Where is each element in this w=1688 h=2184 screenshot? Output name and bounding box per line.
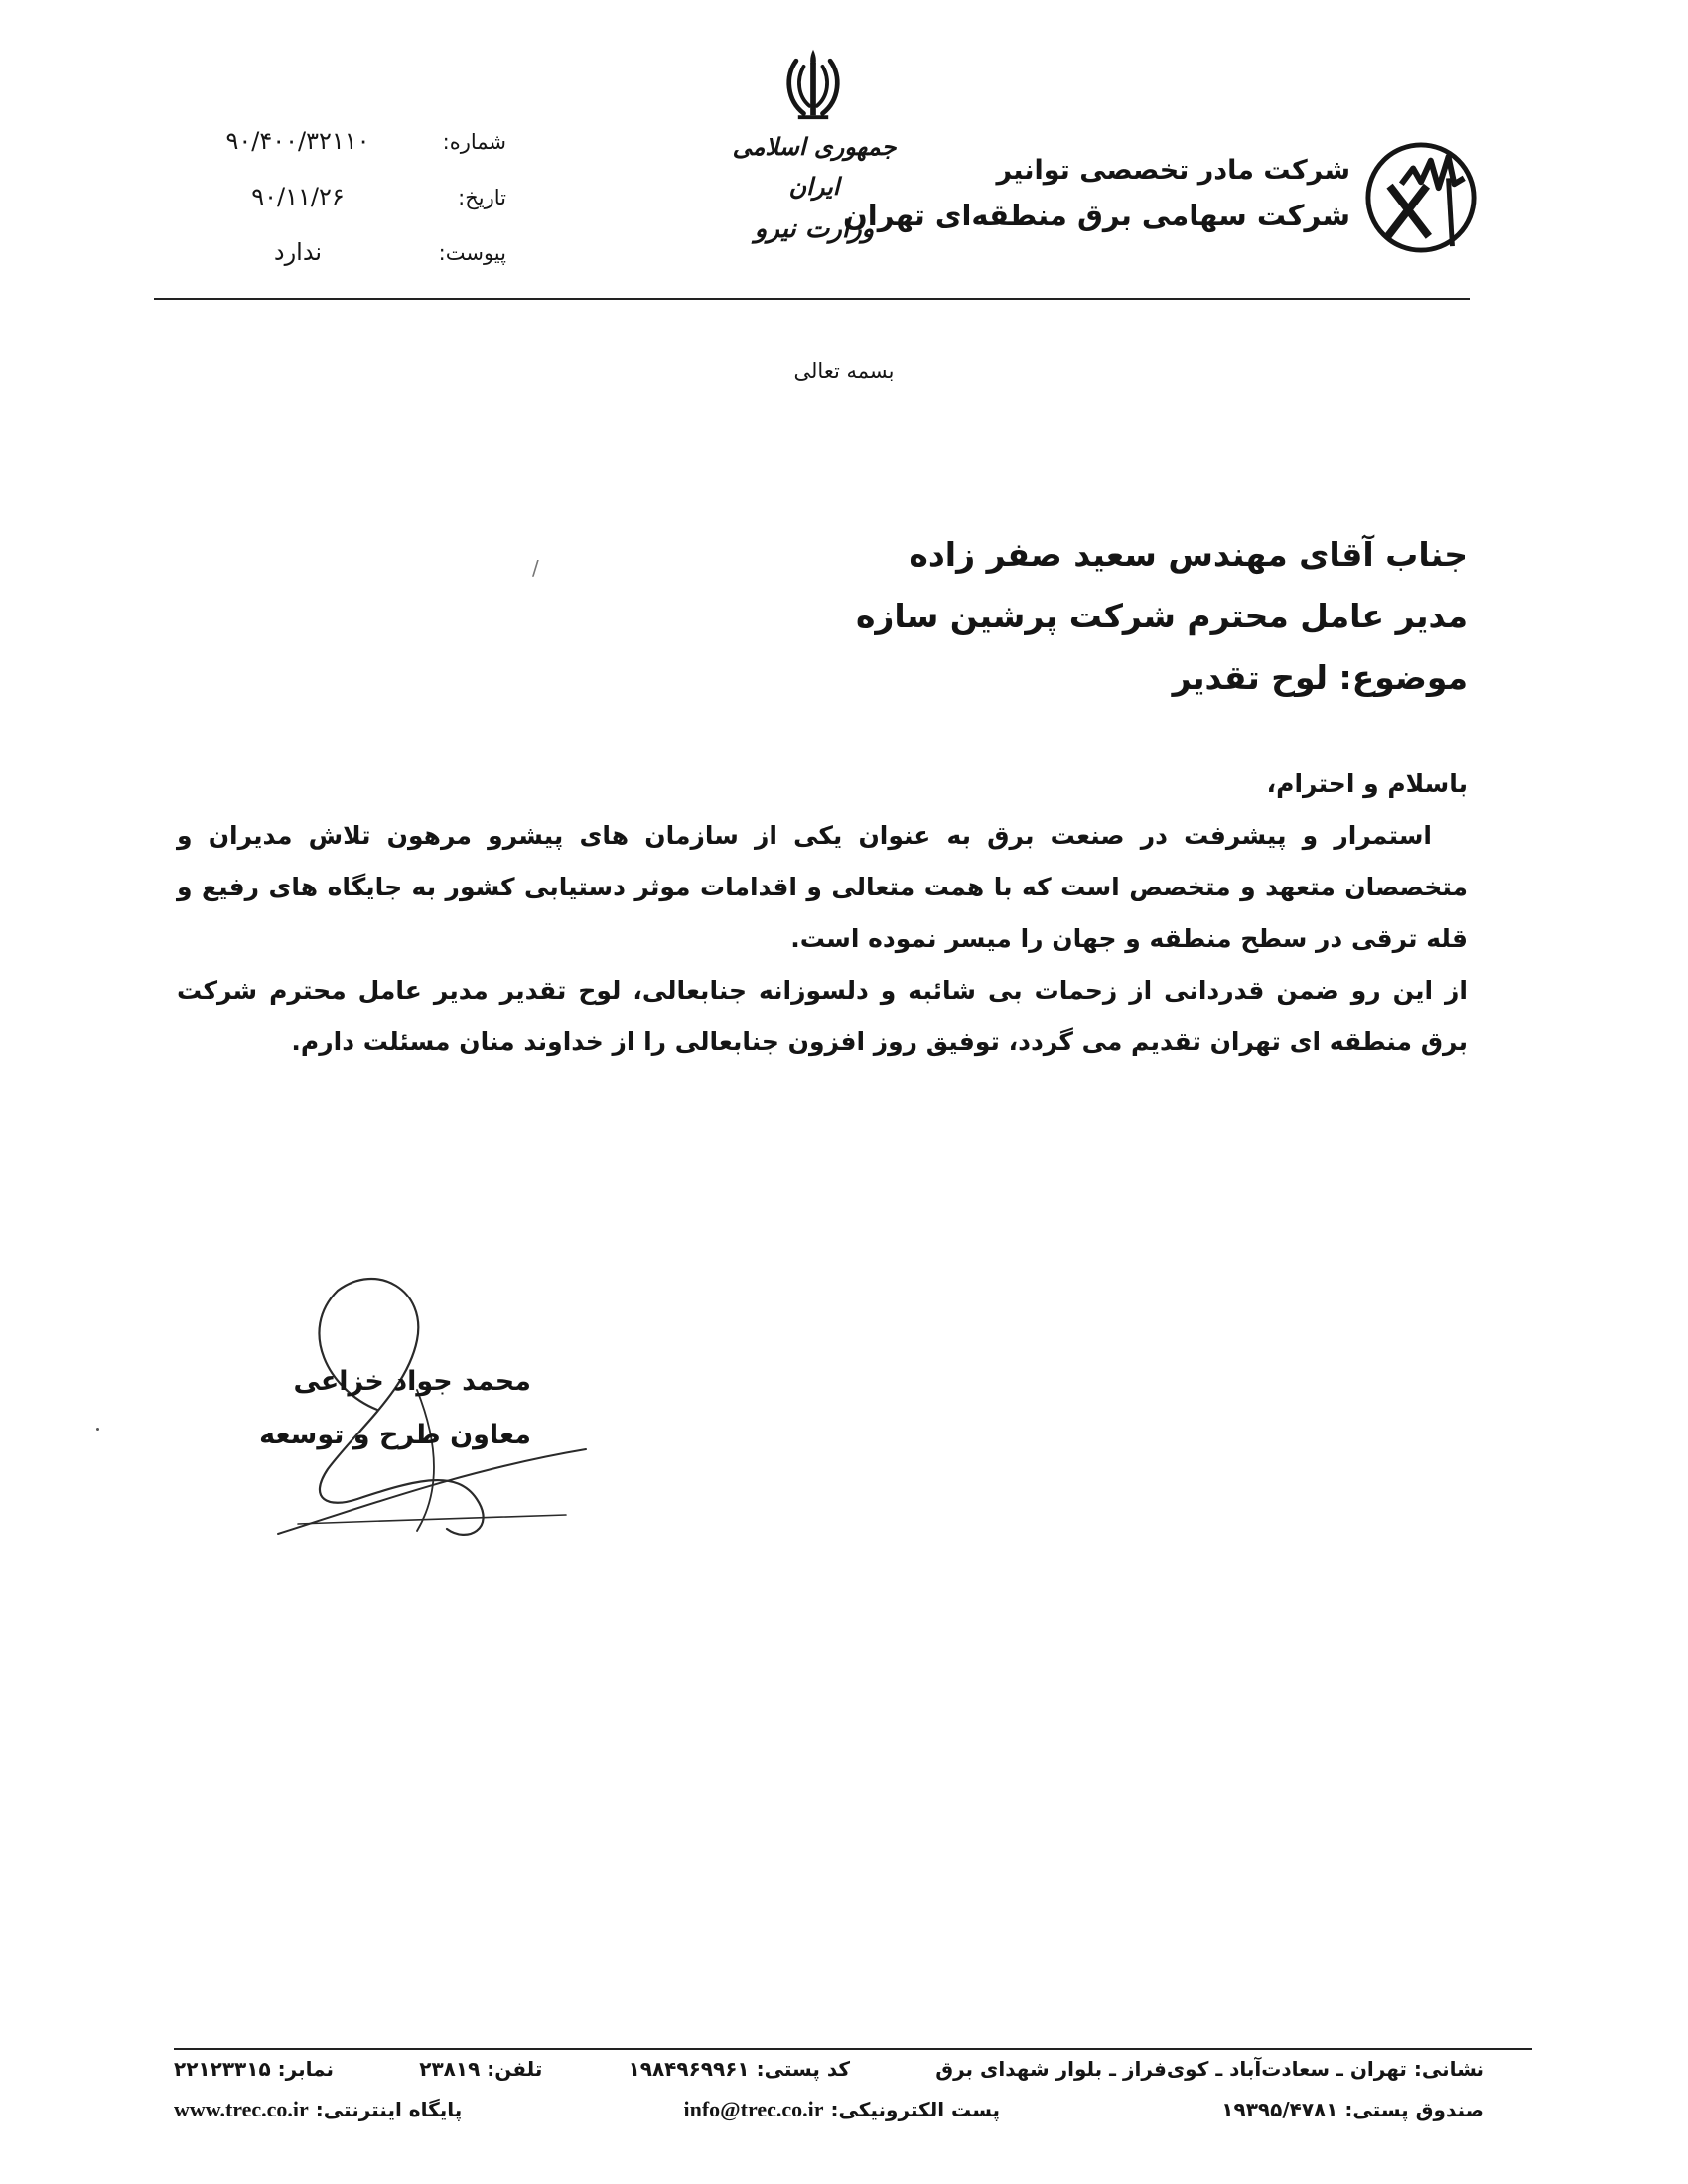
company-logo-icon bbox=[1362, 139, 1479, 256]
phone-value: ۲۳۸۱۹ bbox=[419, 2057, 481, 2081]
government-title-block bbox=[715, 127, 914, 252]
letter-attachment-value: ندارد bbox=[273, 238, 323, 266]
website-value[interactable]: www.trec.co.ir bbox=[174, 2097, 309, 2121]
letter-date-value: ۹۰/۱۱/۲۶ bbox=[251, 183, 345, 210]
letter-subject: موضوع: لوح تقدیر bbox=[1172, 658, 1468, 697]
body-paragraph-2: از این رو ضمن قدردانی از زحمات بی شائبه و دلسوزانه جنابعالی، لوح تقدیر مدیر عامل محترم شرکت برق منطقه ای تهران تقدیم می گردد، توفیق روز افزون جنابعالی را از خداوند منان مسئلت دارم. bbox=[177, 976, 1468, 1056]
iran-emblem-icon bbox=[775, 44, 851, 123]
po-box-value: ۱۹۳۹۵/۴۷۸۱ bbox=[1221, 2098, 1338, 2121]
stray-pen-mark: / bbox=[532, 556, 539, 580]
footer-email bbox=[684, 2097, 1001, 2122]
letter-attachment-label: پیوست: bbox=[438, 241, 506, 265]
letter-meta bbox=[179, 127, 506, 294]
footer-address: نشانی: تهران ـ سعادت‌آباد ـ کوی‌فراز ـ بلوار شهدای برق bbox=[935, 2057, 1484, 2081]
letter-date-row bbox=[179, 183, 506, 238]
ministry-name: وزارت نیرو bbox=[754, 214, 875, 244]
footer-row-2 bbox=[174, 2097, 1484, 2136]
letter-attachment-row bbox=[179, 238, 506, 294]
footer-po-box bbox=[1221, 2098, 1484, 2121]
republic-name: جمهوری اسلامی ایران bbox=[732, 132, 897, 201]
company-name: شرکت سهامی برق منطقه‌ای تهران bbox=[843, 199, 1350, 232]
email-value[interactable]: info@trec.co.ir bbox=[683, 2097, 824, 2121]
scan-speck bbox=[96, 1428, 99, 1431]
po-box-label: صندوق پستی: bbox=[1344, 2098, 1484, 2121]
postal-code-label: کد پستی: bbox=[756, 2057, 851, 2081]
phone-label: تلفن: bbox=[487, 2057, 543, 2081]
company-parent-name: شرکت مادر تخصصی توانیر bbox=[996, 155, 1350, 186]
signer-title: معاون طرح و توسعه bbox=[259, 1420, 531, 1450]
invocation: بسمه تعالی bbox=[793, 359, 895, 383]
footer-row-1 bbox=[174, 2057, 1484, 2097]
footer-fax bbox=[174, 2057, 334, 2081]
footer-website bbox=[174, 2097, 462, 2122]
addressee-title: مدیر عامل محترم شرکت پرشین سازه bbox=[855, 597, 1468, 635]
footer-postal-code bbox=[629, 2057, 850, 2081]
letter-number-label: شماره: bbox=[442, 130, 506, 154]
fax-value: ۲۲۱۲۳۳۱۵ bbox=[174, 2057, 271, 2081]
addressee-name: جناب آقای مهندس سعید صفر زاده bbox=[909, 535, 1468, 574]
postal-code-value: ۱۹۸۴۹۶۹۹۶۱ bbox=[628, 2057, 750, 2081]
website-label: پایگاه اینترنتی: bbox=[315, 2098, 463, 2121]
letter-number-row bbox=[179, 127, 506, 183]
signer-block bbox=[174, 1355, 531, 1462]
header-divider bbox=[154, 298, 1470, 300]
body-paragraph-1: استمرار و پیشرفت در صنعت برق به عنوان یکی از سازمان های پیشرو مرهون تلاش مدیران و متخصصان متعهد و متخصص است که با همت متعالی و اقدامات موثر دستیابی کشور به جایگاه های رفیع و قله ترقی در سطح منطقه و جهان را میسر نموده است. bbox=[177, 821, 1468, 953]
fax-label: نمابر: bbox=[277, 2057, 335, 2081]
letter-number-value: ۹۰/۴۰۰/۳۲۱۱۰ bbox=[225, 127, 370, 155]
letter-body bbox=[177, 758, 1468, 1068]
signer-name: محمد جواد خزاعی bbox=[293, 1366, 531, 1397]
greeting: باسلام و احترام، bbox=[1266, 769, 1468, 798]
footer bbox=[174, 2057, 1484, 2136]
email-label: پست الکترونیکی: bbox=[830, 2098, 1001, 2121]
letter-date-label: تاریخ: bbox=[458, 186, 506, 209]
footer-phone bbox=[419, 2057, 542, 2081]
footer-divider bbox=[174, 2048, 1532, 2050]
address-block bbox=[375, 524, 1468, 709]
